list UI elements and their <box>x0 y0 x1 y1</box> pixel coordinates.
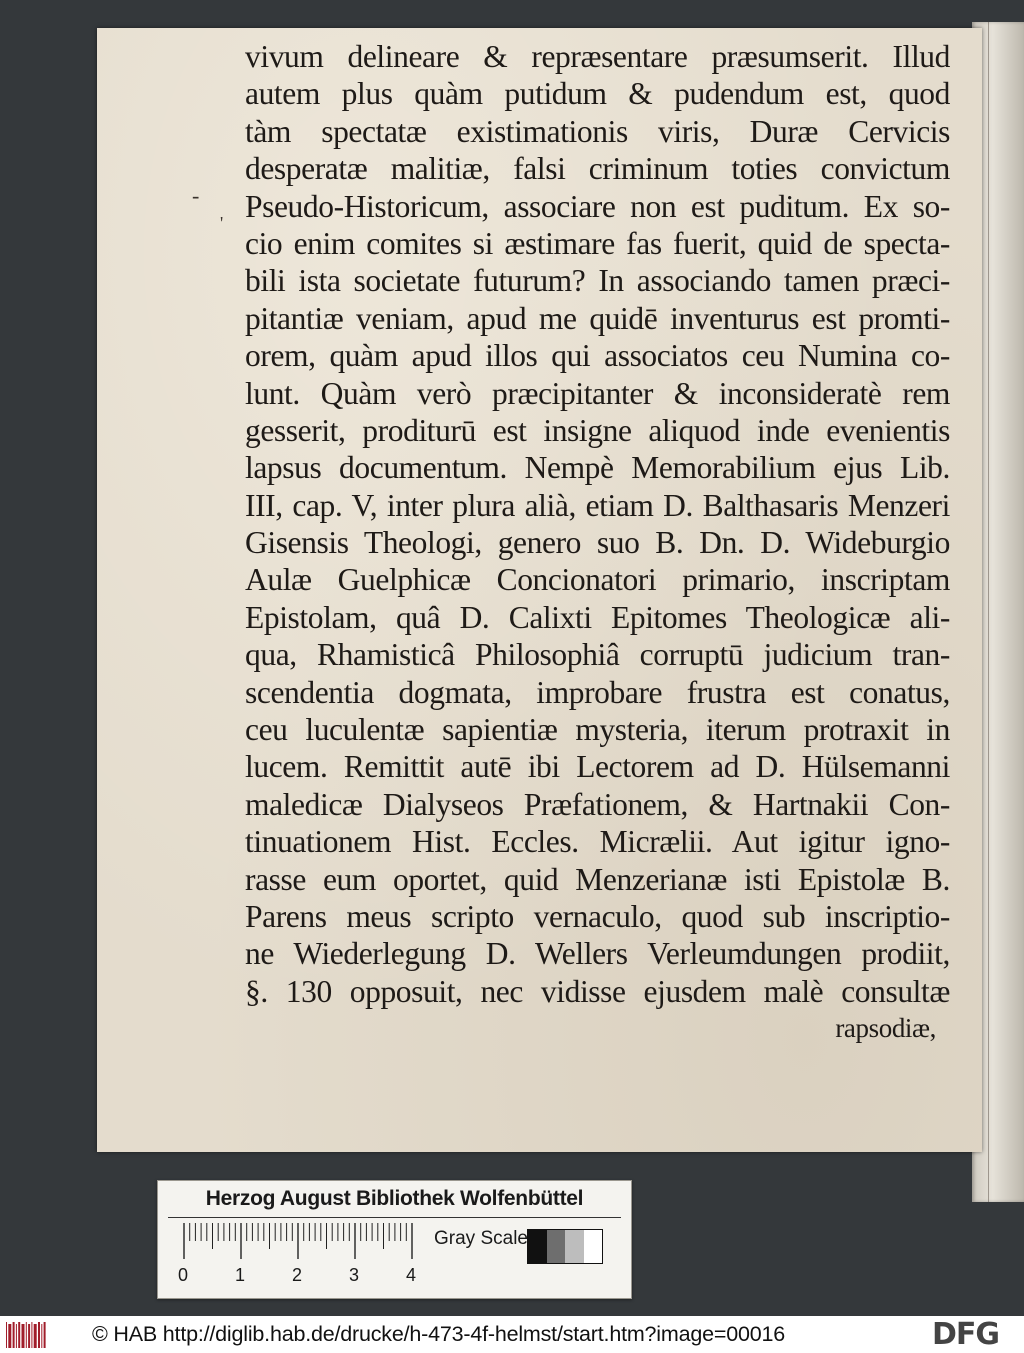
ruler-divider <box>168 1217 621 1218</box>
copyright-link[interactable]: © HAB http://diglib.hab.de/drucke/h-473-4f-helmst/start.htm?image=00016 <box>92 1322 786 1346</box>
text-line: ne Wiederlegung D. Wellers Verleumdungen prodiit, <box>245 936 950 972</box>
hab-logo-bar <box>26 1322 27 1348</box>
ruler-tick-label: 0 <box>178 1265 189 1285</box>
text-line: qua, Rhamisticâ Philosophiâ corruptū judicium tran- <box>245 637 950 673</box>
text-line: vivum delineare & repræsentare præsumserit. Illud <box>245 39 950 74</box>
text-line: lapsus documentum. Nempè Memorabilium ejus Lib. <box>245 450 950 486</box>
ruler-tick-label: 1 <box>235 1265 246 1285</box>
text-line: III, cap. V, inter plura alià, etiam D. Balthasaris Menzeri <box>245 487 950 523</box>
text-line: Gisensis Theologi, genero suo B. Dn. D. Wideburgio <box>245 525 950 561</box>
text-line: orem, quàm apud illos qui associatos ceu Numina co- <box>245 338 950 374</box>
page-text <box>245 38 950 1048</box>
text-line: maledicæ Dialyseos Præfationem, & Hartnakii Con- <box>245 786 950 822</box>
text-line: rasse eum oportet, quid Menzerianæ isti Epistolæ B. <box>245 861 950 897</box>
text-line: lucem. Remittit autē ibi Lectorem ad D. Hülsemanni <box>245 749 950 785</box>
text-line: ceu luculentæ sapientiæ mysteria, iterum protraxit in <box>245 712 950 748</box>
text-line: Aulæ Guelphicæ Concionatori primario, inscriptam <box>245 562 950 598</box>
hab-logo-bar <box>13 1322 15 1348</box>
gray-scale-swatches <box>527 1229 603 1264</box>
margin-mark: ' <box>220 213 224 233</box>
gray-swatch <box>547 1230 566 1263</box>
text-line: scendentia dogmata, improbare frustra est conatus, <box>245 674 950 710</box>
footer-bar <box>0 1316 1024 1353</box>
hab-logo-bar <box>6 1322 7 1348</box>
hab-logo-bar <box>31 1322 32 1348</box>
text-line: gesserit, proditurū est insigne aliquod inde evenientis <box>245 412 950 448</box>
text-line: Parens meus scripto vernaculo, quod sub inscriptio- <box>245 898 950 934</box>
hab-logo-bar <box>44 1322 46 1348</box>
ruler-tick-label: 2 <box>292 1265 303 1285</box>
text-line: Epistolam, quâ D. Calixti Epitomes Theologicæ ali- <box>245 599 950 635</box>
hab-logo-bar <box>34 1324 37 1348</box>
hab-logo-bar <box>22 1324 25 1348</box>
text-line: bili ista societate futurum? In associando tamen præci- <box>245 263 950 299</box>
ruler-tick-label: 3 <box>349 1265 360 1285</box>
hab-logo-bar <box>28 1324 30 1348</box>
page-crease <box>988 22 989 1202</box>
text-line: §. 130 opposuit, nec vidisse ejusdem malè consultæ <box>245 973 950 1009</box>
hab-logo-bar <box>38 1322 40 1348</box>
text-line: rapsodiæ, <box>835 1013 936 1044</box>
dfg-logo: DFG <box>932 1317 1000 1352</box>
hab-logo-bar <box>8 1324 11 1348</box>
text-line: autem plus quàm putidum & pudendum est, quod <box>245 76 950 112</box>
text-line: Pseudo-Historicum, associare non est puditum. Ex so- <box>245 188 950 224</box>
margin-mark: - <box>192 183 200 208</box>
hab-barcode-icon <box>6 1322 48 1348</box>
text-line: pitantiæ veniam, apud me quidē inventurus est promti- <box>245 300 950 336</box>
hab-logo-bar <box>41 1324 42 1348</box>
color-ruler-card <box>157 1180 632 1299</box>
text-line: lunt. Quàm verò præcipitanter & inconsideratè rem <box>245 375 950 411</box>
hab-logo-bar <box>16 1324 17 1348</box>
text-line: cio enim comites si æstimare fas fuerit, quid de specta- <box>245 225 950 261</box>
text-line: tàm spectatæ existimationis viris, Duræ Cervicis <box>245 113 950 149</box>
gray-swatch <box>528 1230 547 1263</box>
gray-scale-label: Gray Scale <box>434 1228 528 1249</box>
ruler-tick-label: 4 <box>406 1265 417 1285</box>
book-page <box>97 28 982 1152</box>
gray-swatch <box>565 1230 584 1263</box>
ruler-scale <box>182 1223 422 1259</box>
text-line: tinuationem Hist. Eccles. Micrælii. Aut igitur igno- <box>245 824 950 860</box>
gray-swatch <box>584 1230 603 1263</box>
text-line: desperatæ malitiæ, falsi criminum toties convictum <box>245 151 950 187</box>
hab-logo-bar <box>18 1322 20 1348</box>
library-name: Herzog August Bibliothek Wolfenbüttel <box>205 1187 584 1210</box>
